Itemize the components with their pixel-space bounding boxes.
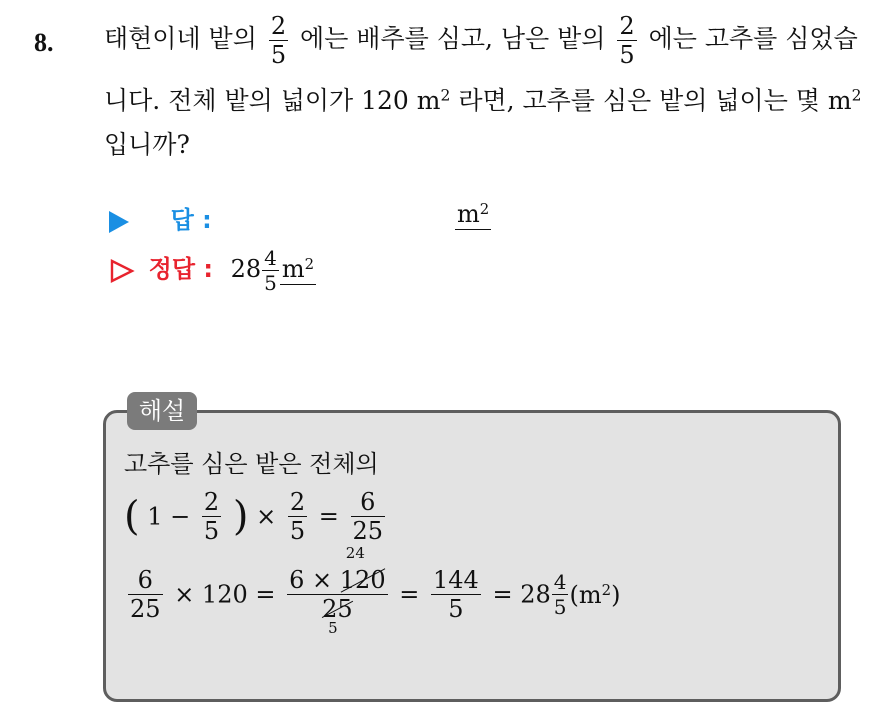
answer-unit: $m^2$ <box>457 199 490 228</box>
fraction: $\frac{6}{25}$ <box>352 488 384 545</box>
question-text: 라면, 고추를 심은 밭의 넓이는 몇 <box>458 86 820 115</box>
fraction: $\frac{144}{5}$ <box>432 566 479 623</box>
question-line-3: 입니까? <box>104 130 190 159</box>
question-line-2 <box>104 88 862 113</box>
answer-label: 답 : <box>170 206 212 234</box>
fraction: $\frac{6}{25}$ <box>130 566 161 623</box>
fraction <box>262 248 279 293</box>
numerator: 4 <box>264 246 277 270</box>
fraction: $\frac{4}{5}$ <box>553 570 567 619</box>
explanation-tag: 해설 <box>127 392 197 430</box>
fraction <box>269 14 288 67</box>
math-term: 28 <box>520 580 551 609</box>
math-operator: = <box>399 580 420 609</box>
play-triangle-icon <box>109 211 129 233</box>
left-paren: ( <box>124 493 140 540</box>
denominator: 5 <box>270 41 287 69</box>
fraction <box>617 14 636 67</box>
equation-1 <box>124 490 389 543</box>
math-operator: = <box>318 502 339 531</box>
question-text: 에는 고추를 심었습 <box>648 24 858 53</box>
unit: $m^2$ <box>416 86 451 115</box>
cancelled-number: 25 5 <box>322 595 353 637</box>
answer-input[interactable] <box>455 200 491 228</box>
answer-row <box>109 200 212 235</box>
outline-triangle-icon <box>109 258 135 284</box>
unit: $m^2$ <box>827 86 862 115</box>
cancel-fraction: 6 × 120 24 25 5 <box>289 544 386 637</box>
fraction: $\frac{2}{5}$ <box>203 488 220 545</box>
reduced-number: 5 <box>328 619 338 637</box>
reduced-number: 24 <box>345 544 365 562</box>
question-line-1 <box>104 14 858 67</box>
math-operator: = <box>492 580 513 609</box>
explanation-line-1: 고추를 심은 밭은 전체의 <box>124 450 379 478</box>
right-paren: ) <box>232 493 249 540</box>
numerator: 2 <box>270 12 287 40</box>
denominator: 5 <box>264 271 277 295</box>
cancelled-number: 120 24 <box>339 544 386 594</box>
denominator: 5 <box>619 41 635 69</box>
question-text: 에는 배추를 심고, 남은 밭의 <box>300 24 606 53</box>
numerator: 2 <box>619 12 635 40</box>
correct-answer-unit: $m^2$ <box>281 254 315 283</box>
math-term: × 120 = <box>174 580 276 609</box>
question-text: 태현이네 밭의 <box>104 24 257 53</box>
unit: $(m^2)$ <box>569 580 621 609</box>
question-number: 8. <box>34 28 54 57</box>
math-term: 1 − <box>147 502 191 531</box>
correct-answer-whole: 28 <box>230 255 262 283</box>
correct-answer-label: 정답 : <box>148 255 213 283</box>
correct-answer-row <box>109 248 316 293</box>
equation-2 <box>124 544 621 637</box>
math-operator: × <box>256 502 277 531</box>
fraction: $\frac{2}{5}$ <box>289 488 306 545</box>
question-text: 니다. 전체 밭의 넓이가 120 <box>104 86 409 115</box>
